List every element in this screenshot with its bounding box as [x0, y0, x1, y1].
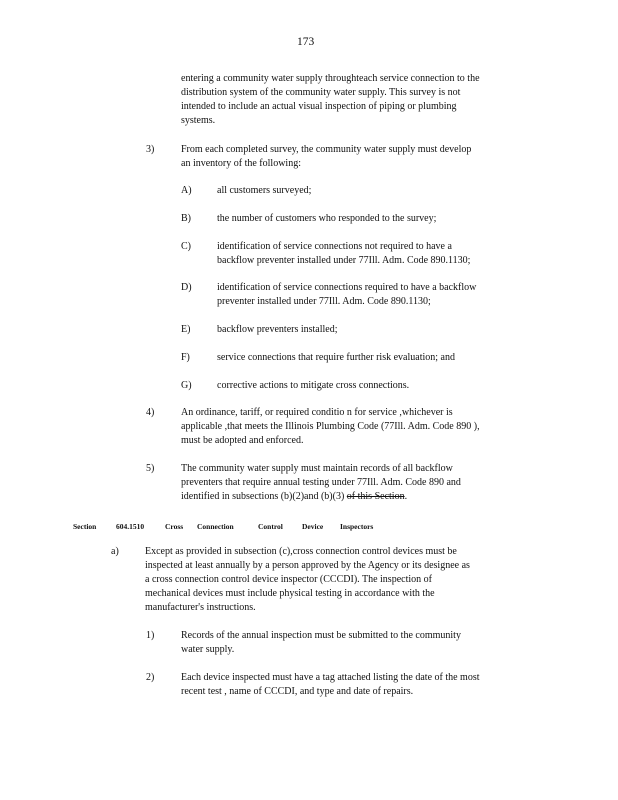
section-number: 604.1510: [116, 522, 145, 531]
section-title-word: Inspectors: [340, 522, 374, 531]
subitem-C-line: identification of service connections not required to have a: [217, 241, 452, 252]
page-number: 173: [297, 36, 315, 48]
intro-line: entering a community water supply throughteach service connection to the: [181, 73, 480, 84]
subitem-label-2: 2): [146, 672, 155, 683]
item-4-line: applicable ,that meets the Illinois Plumbing Code (77Ill. Adm. Code 890 ),: [181, 421, 480, 432]
subitem-C-line: backflow preventer installed under 77Ill. Adm. Code 890.1130;: [217, 255, 471, 266]
subitem-2-line: recent test , name of CCCDI, and type and date of repairs.: [181, 686, 414, 697]
item-label-4: 4): [146, 407, 155, 418]
para-a-line: Except as provided in subsection (c),cross connection control devices must be: [145, 546, 457, 557]
subitem-A-line: all customers surveyed;: [217, 185, 312, 196]
subitem-1-line: water supply.: [181, 644, 235, 655]
subitem-D-line: identification of service connections required to have a backflow: [217, 282, 477, 293]
subitem-F-line: service connections that require further risk evaluation; and: [217, 352, 455, 363]
item-5-last-line-period: .: [404, 491, 408, 502]
item-4-line: must be adopted and enforced.: [181, 435, 304, 446]
subitem-label-B: B): [181, 213, 191, 224]
intro-line: intended to include an actual visual inspection of piping or plumbing: [181, 101, 457, 112]
struck-text: of this Section: [346, 491, 405, 502]
section-title-word: Device: [302, 522, 324, 531]
item-4-line: An ordinance, tariff, or required conditio n for service ,whichever is: [181, 407, 453, 418]
subitem-B-line: the number of customers who responded to the survey;: [217, 213, 437, 224]
item-3-line: From each completed survey, the community water supply must develop: [181, 144, 472, 155]
subitem-1-line: Records of the annual inspection must be submitted to the community: [181, 630, 461, 641]
para-a-line: a cross connection control device inspector (CCCDI). The inspection of: [145, 574, 432, 585]
subitem-label-1: 1): [146, 630, 155, 641]
subitem-label-A: A): [181, 185, 192, 196]
subitem-label-D: D): [181, 282, 192, 293]
subitem-label-F: F): [181, 352, 190, 363]
subitem-G-line: corrective actions to mitigate cross connections.: [217, 380, 410, 391]
item-5-line: preventers that require annual testing under 77Ill. Adm. Code 890 and: [181, 477, 461, 488]
subitem-label-C: C): [181, 241, 191, 252]
item-5-last-line-text: identified in subsections (b)(2)and (b)(3): [181, 491, 347, 502]
item-3-line: an inventory of the following:: [181, 158, 301, 169]
item-5-line: The community water supply must maintain records of all backflow: [181, 463, 453, 474]
para-a-line: manufacturer's instructions.: [145, 602, 256, 613]
subitem-2-line: Each device inspected must have a tag attached listing the date of the most: [181, 672, 480, 683]
subitem-label-E: E): [181, 324, 191, 335]
section-title-word: Connection: [197, 522, 234, 531]
section-title-word: Cross: [165, 522, 184, 531]
item-label-3: 3): [146, 144, 155, 155]
para-a-line: mechanical devices must include physical testing in accordance with the: [145, 588, 435, 599]
para-a-line: inspected at least annually by a person approved by the Agency or its designee as: [145, 560, 470, 571]
item-5-last-line: [181, 490, 407, 504]
intro-line: systems.: [181, 115, 216, 126]
intro-line: distribution system of the community water supply. This survey is not: [181, 87, 461, 98]
section-label: Section: [73, 522, 97, 531]
section-title-word: Control: [258, 522, 283, 531]
subitem-E-line: backflow preventers installed;: [217, 324, 338, 335]
subitem-D-line: preventer installed under 77Ill. Adm. Code 890.1130;: [217, 296, 431, 307]
item-label-5: 5): [146, 463, 155, 474]
subitem-label-G: G): [181, 380, 192, 391]
para-label-a: a): [111, 546, 119, 557]
